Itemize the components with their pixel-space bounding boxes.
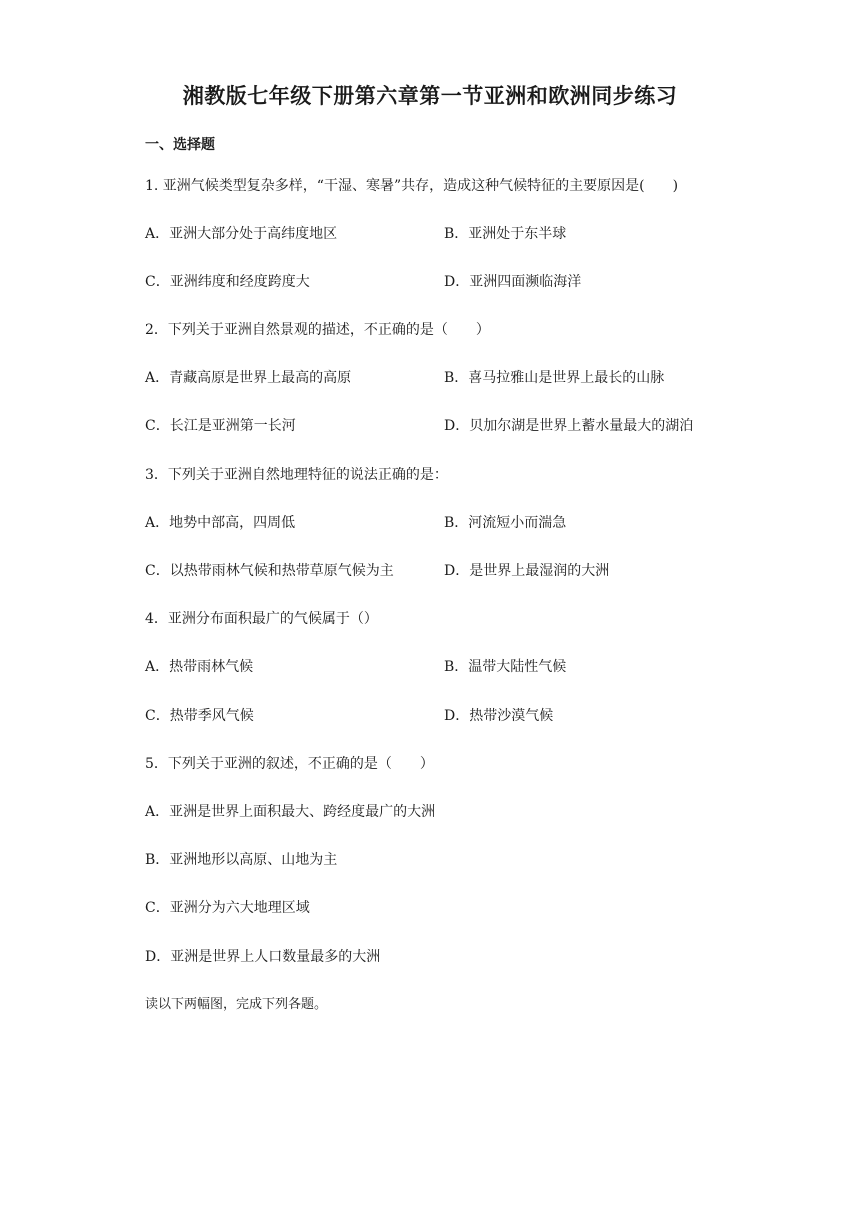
question-3-option-a: A．地势中部高，四周低 [145, 515, 296, 531]
question-4-option-c: C．热带季风气候 [145, 708, 254, 724]
question-4-option-d: D．热带沙漠气候 [444, 708, 554, 724]
page-title: 湘教版七年级下册第六章第一节亚洲和欧洲同步练习 [182, 83, 678, 108]
question-4-stem: 4．亚洲分布面积最广的气候属于（） [145, 611, 378, 627]
question-1-option-c: C．亚洲纬度和经度跨度大 [145, 274, 310, 290]
question-4-option-a: A．热带雨林气候 [145, 659, 254, 675]
question-5-stem: 5．下列关于亚洲的叙述，不正确的是（ ） [145, 756, 434, 772]
reading-instruction: 读以下两幅图，完成下列各题。 [145, 997, 328, 1012]
question-1-option-a: A．亚洲大部分处于高纬度地区 [145, 226, 338, 242]
question-2-stem: 2．下列关于亚洲自然景观的描述，不正确的是（ ） [145, 322, 490, 338]
question-5-option-a: A．亚洲是世界上面积最大、跨经度最广的大洲 [145, 804, 436, 820]
question-4-option-b: B．温带大陆性气候 [444, 659, 567, 675]
question-3-stem: 3．下列关于亚洲自然地理特征的说法正确的是： [145, 467, 448, 483]
question-1-stem: 1. 亚洲气候类型复杂多样，“干湿、寒暑”共存，造成这种气候特征的主要原因是( ) [145, 178, 679, 194]
question-1-option-d: D．亚洲四面濒临海洋 [444, 274, 582, 290]
question-2-option-d: D．贝加尔湖是世界上蓄水量最大的湖泊 [444, 418, 694, 434]
question-5-option-b: B．亚洲地形以高原、山地为主 [145, 852, 338, 868]
question-3-option-c: C．以热带雨林气候和热带草原气候为主 [145, 563, 394, 579]
question-3-option-b: B．河流短小而湍急 [444, 515, 567, 531]
question-3-option-d: D．是世界上最湿润的大洲 [444, 563, 610, 579]
section-heading: 一、选择题 [145, 137, 215, 153]
question-1-option-b: B．亚洲处于东半球 [444, 226, 567, 242]
question-5-option-c: C．亚洲分为六大地理区域 [145, 900, 310, 916]
question-2-option-b: B．喜马拉雅山是世界上最长的山脉 [444, 370, 665, 386]
question-2-option-c: C．长江是亚洲第一长河 [145, 418, 296, 434]
question-5-option-d: D．亚洲是世界上人口数量最多的大洲 [145, 949, 381, 965]
question-2-option-a: A．青藏高原是世界上最高的高原 [145, 370, 352, 386]
